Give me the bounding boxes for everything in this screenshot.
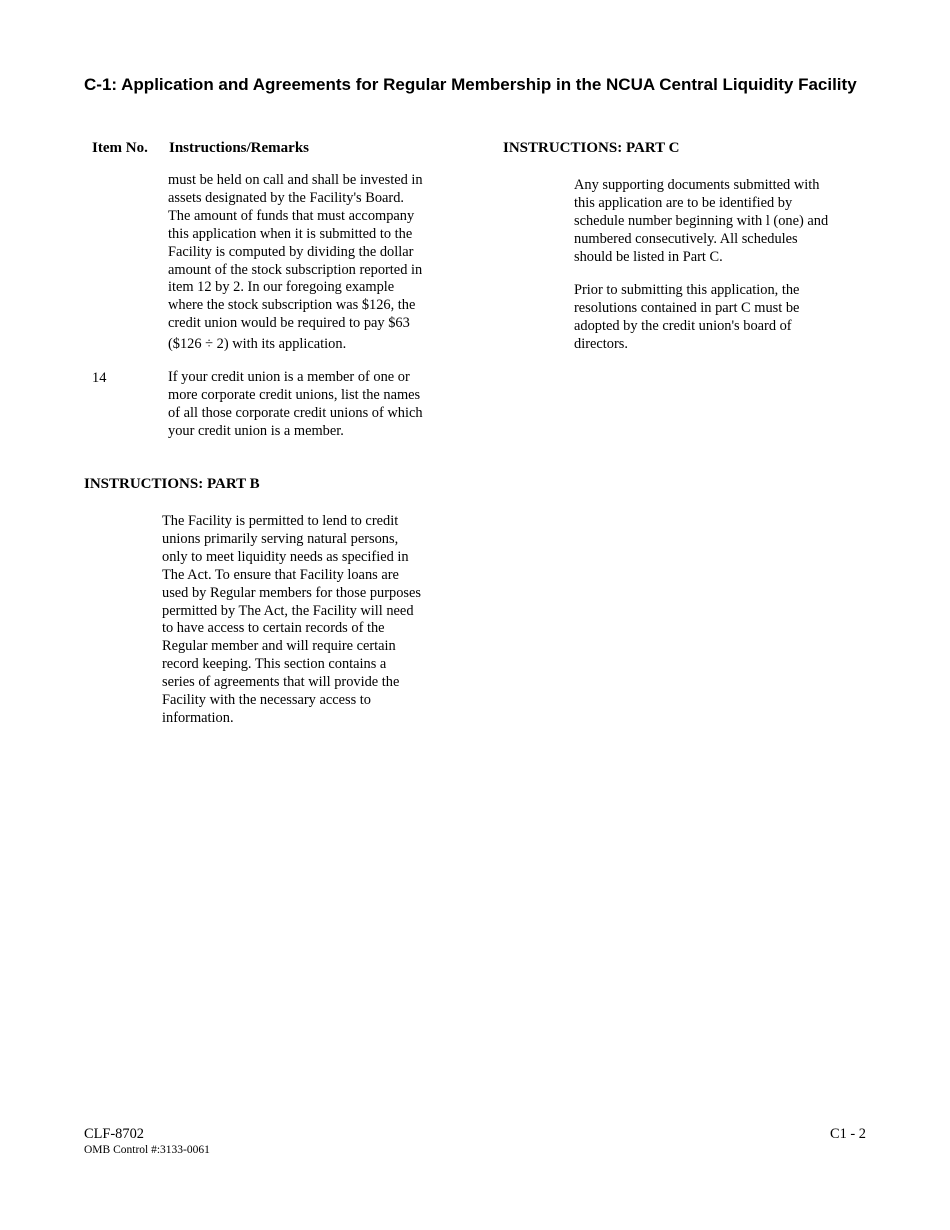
text-line: Regular member and will require certain [162,638,396,655]
page-number: C1 - 2 [830,1126,866,1142]
part-c-heading: INSTRUCTIONS: PART C [503,140,680,156]
page-title: C-1: Application and Agreements for Regular Membership in the NCUA Central Liquidity Facility [84,75,857,94]
text-line: If your credit union is a member of one or [168,369,410,385]
part-c-paragraph-1 [574,177,874,267]
text-line: where the stock subscription was $126, the [168,297,416,314]
item-14-paragraph [168,369,468,441]
text-line: must be held on call and shall be invested in [168,172,423,188]
text-line: information. [162,709,234,726]
text-line: record keeping. This section contains a [162,656,387,673]
text-line: numbered consecutively. All schedules [574,230,798,247]
part-b-paragraph [162,513,462,728]
text-line: this application are to be identified by [574,194,793,211]
instructions-column-header: Instructions/Remarks [169,140,310,156]
text-line: of all those corporate credit unions of which [168,404,423,421]
text-line: resolutions contained in part C must be [574,299,800,316]
text-line: Any supporting documents submitted with [574,177,820,193]
text-line: permitted by The Act, the Facility will need [162,602,414,619]
item-13-continuation-paragraph [168,172,468,354]
text-line: amount of the stock subscription reported in [168,261,423,278]
text-line: schedule number beginning with l (one) and [574,212,829,229]
text-line: Prior to submitting this application, the [574,282,800,298]
text-line: The Act. To ensure that Facility loans are [162,566,399,583]
text-line: series of agreements that will provide the [162,674,400,691]
form-number: CLF-8702 [84,1126,144,1142]
text-line: The Facility is permitted to lend to credit [162,513,399,529]
text-line: used by Regular members for those purposes [162,584,421,601]
text-line: credit union would be required to pay $63 [168,315,410,332]
text-line: Facility with the necessary access to [162,692,371,709]
text-line: only to meet liquidity needs as specified in [162,548,409,565]
text-line: The amount of funds that must accompany [168,207,415,224]
text-line: directors. [574,335,628,352]
text-line: this application when it is submitted to the [168,225,413,242]
text-line: should be listed in Part C. [574,248,723,265]
item-14-number: 14 [92,370,107,386]
text-line: Facility is computed by dividing the dollar [168,243,414,260]
text-line: unions primarily serving natural persons, [162,530,399,547]
text-line: to have access to certain records of the [162,620,385,637]
text-line: your credit union is a member. [168,422,344,439]
text-line: adopted by the credit union's board of [574,317,792,334]
text-line: ($126 ÷ 2) with its application. [168,336,347,353]
omb-control-number: OMB Control #:3133-0061 [84,1144,210,1156]
text-line: item 12 by 2. In our foregoing example [168,279,395,296]
part-c-paragraph-2 [574,282,874,354]
text-line: assets designated by the Facility's Board. [168,189,404,206]
part-b-heading: INSTRUCTIONS: PART B [84,476,260,492]
text-line: more corporate credit unions, list the names [168,386,421,403]
item-no-column-header: Item No. [92,140,148,156]
